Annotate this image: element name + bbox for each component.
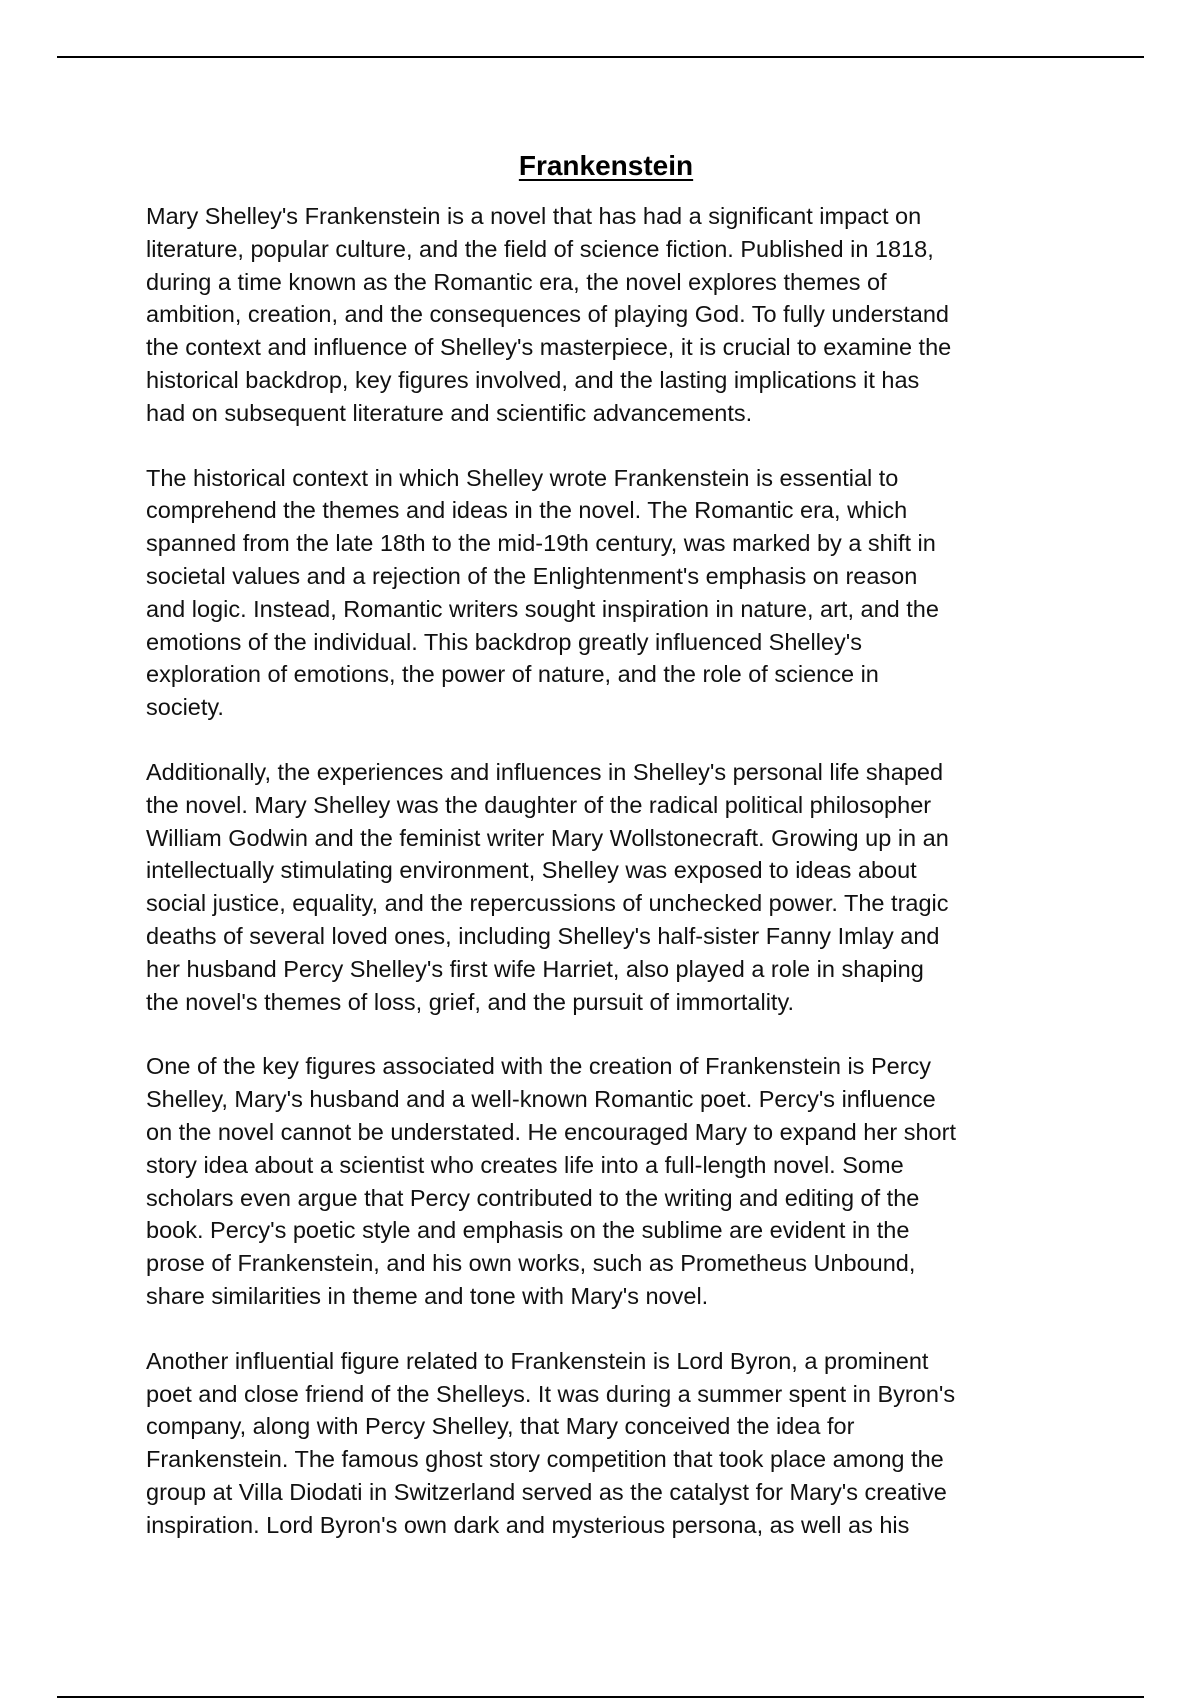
text-line: had on subsequent literature and scientific advancements. — [146, 399, 753, 426]
text-line: her husband Percy Shelley's first wife Harriet, also played a role in shaping — [146, 955, 924, 982]
paragraph-2 — [146, 462, 1066, 724]
text-line: group at Villa Diodati in Switzerland served as the catalyst for Mary's creative — [146, 1478, 947, 1505]
document-body — [146, 146, 1066, 1573]
text-line: William Godwin and the feminist writer Mary Wollstonecraft. Growing up in an — [146, 824, 949, 851]
paragraph-4 — [146, 1050, 1066, 1312]
text-line: social justice, equality, and the repercussions of unchecked power. The tragic — [146, 890, 949, 917]
paragraph-3 — [146, 756, 1066, 1018]
document-title: Frankenstein — [518, 150, 694, 181]
text-line: Shelley, Mary's husband and a well-known Romantic poet. Percy's influence — [146, 1086, 936, 1113]
text-line: Additionally, the experiences and influences in Shelley's personal life shaped — [146, 758, 944, 785]
text-line: historical backdrop, key figures involved, and the lasting implications it has — [146, 366, 920, 393]
text-line: Another influential figure related to Frankenstein is Lord Byron, a prominent — [146, 1347, 929, 1374]
text-line: The historical context in which Shelley wrote Frankenstein is essential to — [146, 464, 899, 491]
paragraph-5 — [146, 1345, 1066, 1542]
bottom-rule — [57, 1696, 1144, 1698]
text-line: prose of Frankenstein, and his own works, such as Prometheus Unbound, — [146, 1250, 916, 1277]
text-line: spanned from the late 18th to the mid-19th century, was marked by a shift in — [146, 530, 936, 557]
text-line: and logic. Instead, Romantic writers sought inspiration in nature, art, and the — [146, 595, 939, 622]
text-line: story idea about a scientist who creates life into a full-length novel. Some — [146, 1151, 904, 1178]
paragraph-1 — [146, 200, 1066, 430]
text-line: the novel's themes of loss, grief, and the pursuit of immortality. — [146, 988, 794, 1015]
text-line: the context and influence of Shelley's masterpiece, it is crucial to examine the — [146, 334, 952, 361]
text-line: inspiration. Lord Byron's own dark and mysterious persona, as well as his — [146, 1511, 910, 1538]
text-line: deaths of several loved ones, including Shelley's half-sister Fanny Imlay and — [146, 922, 940, 949]
text-line: the novel. Mary Shelley was the daughter of the radical political philosopher — [146, 791, 932, 818]
text-line: book. Percy's poetic style and emphasis on the sublime are evident in the — [146, 1217, 910, 1244]
text-line: on the novel cannot be understated. He encouraged Mary to expand her short — [146, 1118, 956, 1145]
text-line: Frankenstein. The famous ghost story competition that took place among the — [146, 1446, 944, 1473]
text-line: ambition, creation, and the consequences of playing God. To fully understand — [146, 301, 950, 328]
text-line: societal values and a rejection of the Enlightenment's emphasis on reason — [146, 562, 918, 589]
text-line: company, along with Percy Shelley, that Mary conceived the idea for — [146, 1413, 855, 1440]
text-line: emotions of the individual. This backdrop greatly influenced Shelley's — [146, 628, 862, 655]
text-line: intellectually stimulating environment, Shelley was exposed to ideas about — [146, 857, 917, 884]
text-line: Mary Shelley's Frankenstein is a novel that has had a significant impact on — [146, 203, 922, 229]
text-line: society. — [146, 694, 224, 721]
text-line: during a time known as the Romantic era, the novel explores themes of — [146, 268, 887, 295]
text-line: comprehend the themes and ideas in the novel. The Romantic era, which — [146, 497, 908, 524]
text-line: scholars even argue that Percy contributed to the writing and editing of the — [146, 1184, 920, 1211]
text-line: share similarities in theme and tone with Mary's novel. — [146, 1282, 709, 1309]
top-rule — [57, 56, 1144, 58]
text-line: One of the key figures associated with the creation of Frankenstein is Percy — [146, 1053, 932, 1080]
text-line: exploration of emotions, the power of nature, and the role of science in — [146, 661, 879, 688]
text-line: literature, popular culture, and the field of science fiction. Published in 1818, — [146, 235, 934, 262]
text-line: poet and close friend of the Shelleys. It was during a summer spent in Byron's — [146, 1380, 956, 1407]
